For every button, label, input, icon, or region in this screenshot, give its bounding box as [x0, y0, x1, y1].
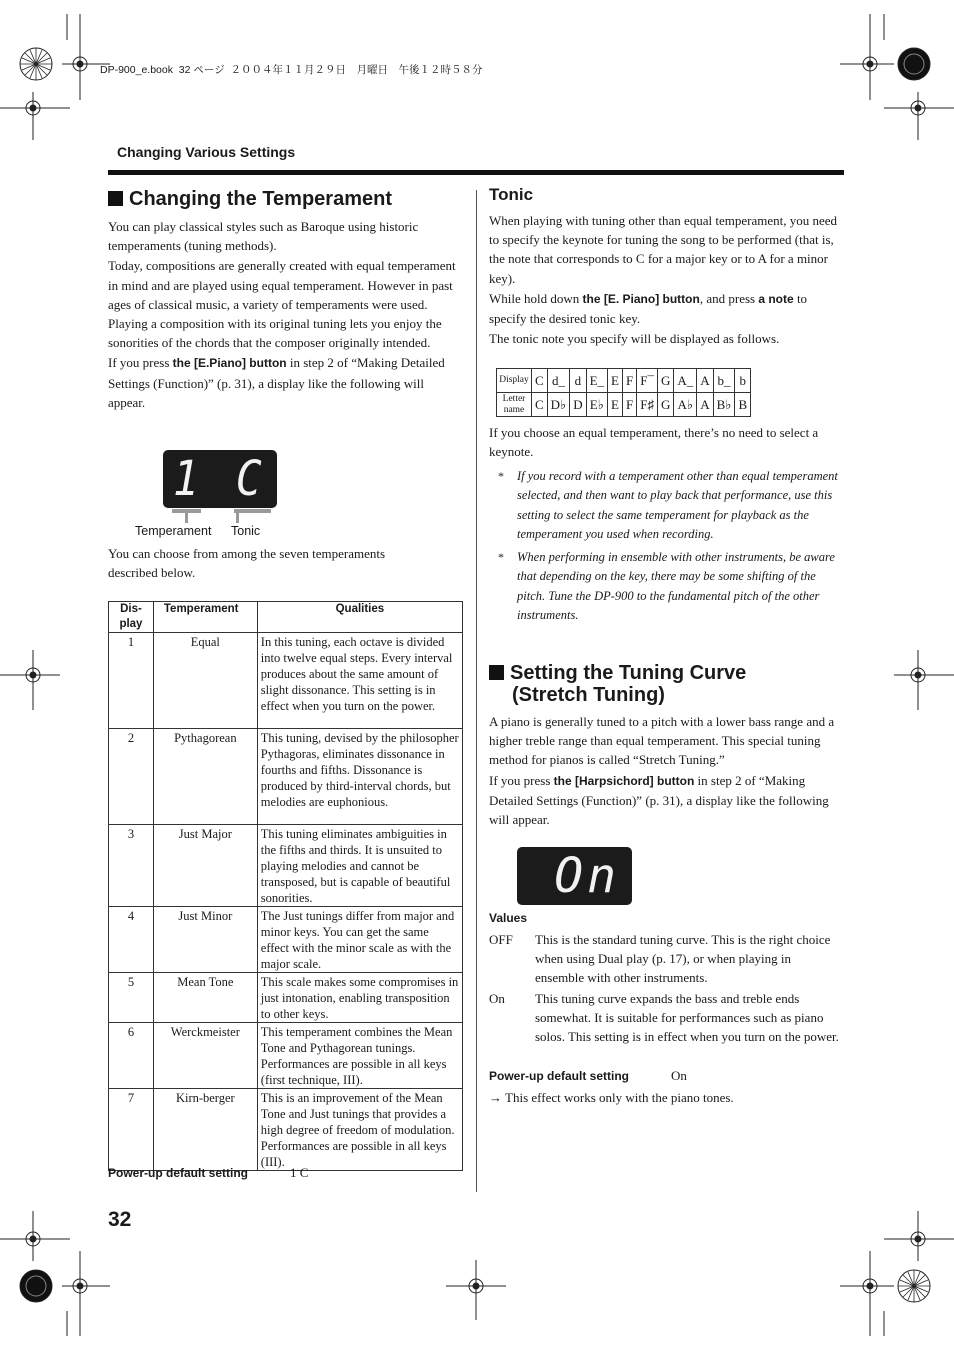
- default-setting-label: Power-up default setting: [489, 1069, 630, 1083]
- table-cell-qualities: This temperament combines the Mean Tone and Pythagorean tunings. Performances are possible in all keys (first technique, III).: [257, 1023, 462, 1089]
- table-cell-qualities: This is an improvement of the Mean Tone and Just tunings that provides a high degree of freedom of modulation. Performances are possible in all keys (III).: [257, 1089, 462, 1171]
- press-instruction: If you press the [E.Piano] button in step 2 of “Making Detailed Settings (Function)” (p. 31), a display like the following will appear.: [108, 355, 445, 410]
- tonic-heading: Tonic: [489, 185, 534, 204]
- table-cell-display: 6: [109, 1023, 154, 1089]
- table-cell-temperament: Just Minor: [153, 907, 257, 973]
- display-readout: On: [554, 848, 620, 904]
- table-row: [109, 633, 463, 729]
- heading-square-icon: [489, 665, 504, 680]
- table-cell-qualities: This tuning eliminates ambiguities in the fifths and thirds. It is unsuited to playing melodies and cannot be transposed, but is capable of beautiful sonorities.: [257, 825, 462, 907]
- default-setting-value: 1 C: [290, 1165, 309, 1180]
- tonic-cell: d: [570, 369, 586, 393]
- tonic-cell: F♯: [637, 393, 658, 417]
- heading-square-icon: [108, 191, 123, 206]
- paragraph: You can play classical styles such as Baroque using historic temperaments (tuning methods).: [108, 219, 419, 254]
- note-marker: *: [498, 550, 504, 564]
- tonic-cell: E_: [586, 369, 607, 393]
- tonic-cell: A_: [674, 369, 697, 393]
- table-cell-temperament: Just Major: [153, 825, 257, 907]
- tonic-text: [489, 211, 845, 348]
- table-cell-display: 2: [109, 729, 154, 825]
- table-header-qualities: Qualities: [257, 602, 462, 633]
- table-cell-qualities: The Just tunings differ from major and minor keys. You can get the same effect with the minor scale as with the major scale.: [257, 907, 462, 973]
- table-row: [109, 1023, 463, 1089]
- paragraph: Today, compositions are generally created with equal temperament in mind and are played using equal temperament. However in past ages of classical music, a variety of temperaments were used. Playing a composition with its original tuning lets you enjoy the sonorities of the chords that the composer originally intended.: [108, 258, 456, 351]
- note-marker: *: [498, 469, 504, 483]
- paragraph: The tonic note you specify will be displayed as follows.: [489, 331, 780, 347]
- default-setting-value: On: [671, 1068, 687, 1083]
- tonic-table-label: Letter name: [497, 393, 532, 417]
- tonic-cell: E♭: [586, 393, 607, 417]
- tonic-cell: D♭: [547, 393, 570, 417]
- table-cell-display: 4: [109, 907, 154, 973]
- press-instruction: If you press the [Harpsichord] button in step 2 of “Making Detailed Settings (Function)” (p. 31), a display like the following will appear.: [489, 772, 829, 828]
- values-label: Values: [489, 911, 528, 925]
- table-row: [109, 1089, 463, 1171]
- tonic-cell: F: [623, 393, 637, 417]
- registration-mark-bottom-left: [0, 1211, 140, 1351]
- tonic-cell: d_: [547, 369, 570, 393]
- table-row: [109, 729, 463, 825]
- tonic-cell: E: [608, 393, 623, 417]
- paragraph: A piano is generally tuned to a pitch with a lower bass range and a higher treble range than equal temperament. This special tuning method for pianos is called “Stretch Tuning.”: [489, 714, 835, 768]
- note-ensemble: When performing in ensemble with other instruments, be aware that depending on the key, there may be some shifting of the pitch. Tune the DP-900 to the fundamental pitch of the other instruments.: [517, 550, 835, 622]
- table-header-row: [109, 602, 463, 633]
- default-setting-label: Power-up default setting: [108, 1166, 249, 1180]
- running-header: Changing Various Settings: [117, 144, 296, 160]
- stretch-text: [489, 712, 845, 829]
- table-header-display: Dis- play: [109, 602, 154, 633]
- tonic-cell: C: [532, 393, 548, 417]
- temperament-display: [163, 450, 277, 508]
- header-rule: [108, 170, 844, 175]
- tonic-cell: A: [697, 393, 713, 417]
- table-cell-display: 1: [109, 633, 154, 729]
- choose-text: You can choose from among the seven temperaments described below.: [108, 546, 386, 581]
- tonic-cell: b_: [713, 369, 735, 393]
- display-pointer-tonic: [234, 509, 271, 513]
- tonic-cell: G: [657, 369, 673, 393]
- section-heading-temperament: Changing the Temperament: [108, 188, 392, 210]
- effect-note: → This effect works only with the piano tones.: [489, 1090, 734, 1105]
- tonic-cell: D: [570, 393, 586, 417]
- table-cell-display: 5: [109, 973, 154, 1023]
- display-label-tonic: Tonic: [231, 524, 261, 538]
- tonic-table: [496, 368, 751, 417]
- value-desc-on: This tuning curve expands the bass and treble ends somewhat. It is suitable for performances such as piano solos. This setting is in effect when you turn on the power.: [535, 991, 839, 1045]
- table-cell-temperament: Mean Tone: [153, 973, 257, 1023]
- tonic-cell: A♭: [674, 393, 697, 417]
- display-pointer-tonic-stem: [236, 513, 239, 523]
- tonic-cell: B♭: [713, 393, 735, 417]
- tonic-table-label: Display: [497, 369, 532, 393]
- table-cell-qualities: This tuning, devised by the philosopher Pythagoras, eliminates dissonance in fourths and fifths. Dissonance is produced by third-interval chords, but melodies are euphonious.: [257, 729, 462, 825]
- table-row: [109, 973, 463, 1023]
- table-cell-qualities: This scale makes some compromises in just intonation, enabling transposition to other keys.: [257, 973, 462, 1023]
- table-cell-temperament: Pythagorean: [153, 729, 257, 825]
- table-header-temperament: Temperament: [153, 602, 257, 633]
- registration-mark-bottom-center: [446, 1260, 506, 1320]
- table-cell-temperament: Werckmeister: [153, 1023, 257, 1089]
- value-key-on: On: [489, 991, 505, 1006]
- value-desc-off: This is the standard tuning curve. This is the right choice when using Dual play (p. 17), or when playing in ensemble with other instruments.: [535, 932, 831, 986]
- value-key-off: OFF: [489, 932, 513, 947]
- table-row: [109, 825, 463, 907]
- note-recording: If you record with a temperament other than equal temperament selected, and then want to play back that performance, use this setting to select the same temperament for playback as the temperament you used when recording.: [517, 469, 838, 541]
- registration-mark-mid-left: [0, 650, 60, 710]
- tonic-cell: A: [697, 369, 713, 393]
- display-pointer-temperament-stem: [185, 513, 188, 523]
- page-number: 32: [108, 1208, 132, 1231]
- table-row: [109, 907, 463, 973]
- equal-temperament-note: If you choose an equal temperament, there’s no need to select a keynote.: [489, 425, 819, 460]
- tonic-cell: G: [657, 393, 673, 417]
- tonic-cell: F¯: [637, 369, 658, 393]
- paragraph: When playing with tuning other than equal temperament, you need to specify the keynote for tuning the song to be performed (that is, the note that corresponds to C for a major key or to A for a minor key).: [489, 213, 838, 286]
- tonic-cell: B: [735, 393, 751, 417]
- display-label-temperament: Temperament: [135, 524, 212, 538]
- intro-text: [108, 217, 458, 412]
- display-readout: 1 C: [172, 451, 268, 507]
- column-divider: [476, 190, 477, 1192]
- tonic-cell: E: [608, 369, 623, 393]
- table-cell-display: 3: [109, 825, 154, 907]
- tonic-cell: F: [623, 369, 637, 393]
- stretch-tuning-display: [517, 847, 632, 905]
- table-cell-display: 7: [109, 1089, 154, 1171]
- temperament-table: [108, 601, 463, 1171]
- tonic-cell: C: [532, 369, 548, 393]
- tonic-cell: b: [735, 369, 751, 393]
- table-cell-temperament: Kirn-berger: [153, 1089, 257, 1171]
- registration-mark-top-right: [814, 0, 954, 140]
- tonic-table-letter-row: [497, 393, 751, 417]
- registration-mark-mid-right: [894, 650, 954, 710]
- section-heading-stretch-tuning: Setting the Tuning Curve (Stretch Tuning): [489, 662, 746, 706]
- tonic-table-display-row: [497, 369, 751, 393]
- table-cell-temperament: Equal: [153, 633, 257, 729]
- table-cell-qualities: In this tuning, each octave is divided into twelve equal steps. Every interval produces about the same amount of slight dissonance. This setting is in effect when you turn on the power.: [257, 633, 462, 729]
- registration-mark-bottom-right: [814, 1211, 954, 1351]
- file-header: DP-900_e.book 32 ページ ２００４年１１月２９日 月曜日 午後１２時５８分: [100, 64, 483, 76]
- paragraph: While hold down the [E. Piano] button, and press a note to specify the desired tonic key.: [489, 290, 808, 327]
